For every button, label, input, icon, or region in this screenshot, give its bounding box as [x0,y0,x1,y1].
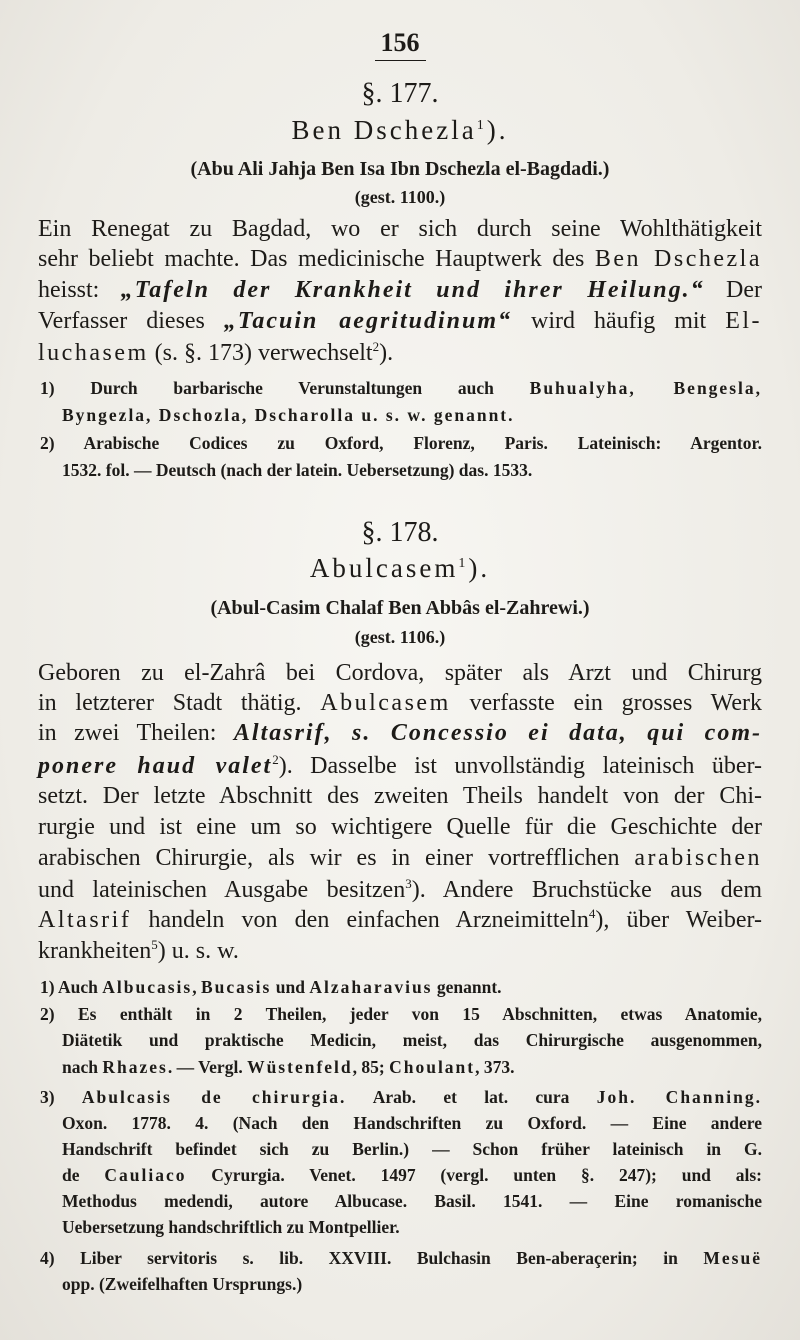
section-177-death-year: (gest. 1100.) [354,187,446,207]
paragraph-178-line: Geboren zu el-Zahrâ bei Cordova, später als Arzt und Chirurg [38,660,762,686]
footnote-178-3: 3) Abulcasis de chirurgia. Arab. et lat. cura Joh. Channing. [40,1087,762,1107]
section-178-heading: §. 178. [361,517,439,548]
footnote-178-4: 4) Liber servitoris s. lib. XXVIII. Bulchasin Ben-aberaçerin; in Mesuë [40,1248,762,1268]
footnote-178-3-cont: Handschrift befindet sich zu Berlin.) — Schon früher lateinisch in G. [62,1139,762,1159]
paragraph-178-line: Altasrif handeln von den einfachen Arzneimitteln$^4$), über Weiber- [38,906,762,933]
paragraph-178-line: ponere haud valet$^2$). Dasselbe ist unvollständig lateinisch über- [38,752,763,779]
paragraph-177-line: luchasem (s. §. 173) verwechselt$^2$). [38,339,394,366]
footnote-178-2-cont: Diätetik und praktische Medicin, meist, das Chirurgische ausgenommen, [62,1030,762,1050]
footnote-178-2: 2) Es enthält in 2 Theilen, jeder von 15 Abschnitten, etwas Anatomie, [40,1004,762,1024]
paragraph-178-line: arabischen Chirurgie, als wir es in einer vortrefflichen arabischen [38,845,762,871]
footnote-178-3-cont: Oxon. 1778. 4. (Nach den Handschriften zu Oxford. — Eine andere [62,1113,762,1133]
section-178-death-year: (gest. 1106.) [354,627,446,647]
footnote-177-2: 2) Arabische Codices zu Oxford, Florenz, Paris. Lateinisch: Argentor. [40,433,762,453]
footnote-177-2-cont: 1532. fol. — Deutsch (nach der latein. Uebersetzung) das. 1533. [62,460,533,480]
footnote-177-1-cont: Byngezla, Dschozla, Dscharolla u. s. w. genannt. [62,405,515,425]
section-178-fullname: (Abul-Casim Chalaf Ben Abbâs el-Zahrewi.) [210,597,590,619]
footnote-177-1: 1) Durch barbarische Verunstaltungen auch Buhualyha, Bengesla, [40,378,762,398]
page-number: 156 [0,28,800,61]
paragraph-177-line: Ein Renegat zu Bagdad, wo er sich durch seine Wohlthätigkeit [38,216,762,242]
section-178-name: Abulcasem$^1$). [309,553,491,583]
paragraph-178-line: und lateinischen Ausgabe besitzen$^3$). Andere Bruchstücke aus dem [38,876,763,903]
paragraph-177-line: sehr beliebt machte. Das medicinische Hauptwerk des Ben Dschezla [38,246,762,272]
paragraph-178-line: krankheiten$^5$) u. s. w. [38,937,239,964]
paragraph-177-line: Verfasser dieses „Tacuin aegritudinum“ wird häufig mit El- [38,308,763,334]
paragraph-178-line: rurgie und ist eine um so wichtigere Quelle für die Geschichte der [38,814,762,840]
paragraph-178-line: in zwei Theilen: Altasrif, s. Concessio ei data, qui com- [38,720,762,746]
footnote-178-4-cont: opp. (Zweifelhaften Ursprungs.) [62,1274,303,1294]
section-177-fullname: (Abu Ali Jahja Ben Isa Ibn Dschezla el-Bagdadi.) [190,158,610,180]
paragraph-177-line: heisst: „Tafeln der Krankheit und ihrer Heilung.“ Der [38,277,763,303]
footnote-178-3-cont: de Cauliaco Cyrurgia. Venet. 1497 (vergl. unten §. 247); und als: [62,1165,762,1185]
paragraph-178-line: in letzterer Stadt thätig. Abulcasem verfasste ein grosses Werk [38,690,762,716]
footnote-178-3-cont: Methodus medendi, autore Albucase. Basil. 1541. — Eine romanische [62,1191,762,1211]
footnote-178-2-cont: nach Rhazes. — Vergl. Wüstenfeld, 85; Choulant, 373. [62,1057,515,1077]
section-177-heading: §. 177. [361,78,439,109]
section-177-name: Ben Dschezla$^1$). [291,115,509,145]
footnote-178-3-cont: Uebersetzung handschriftlich zu Montpellier. [62,1217,400,1237]
paragraph-178-line: setzt. Der letzte Abschnitt des zweiten Theils handelt von der Chi- [38,783,762,809]
footnote-178-1: 1) Auch Albucasis, Bucasis und Alzaharavius genannt. [40,977,502,997]
